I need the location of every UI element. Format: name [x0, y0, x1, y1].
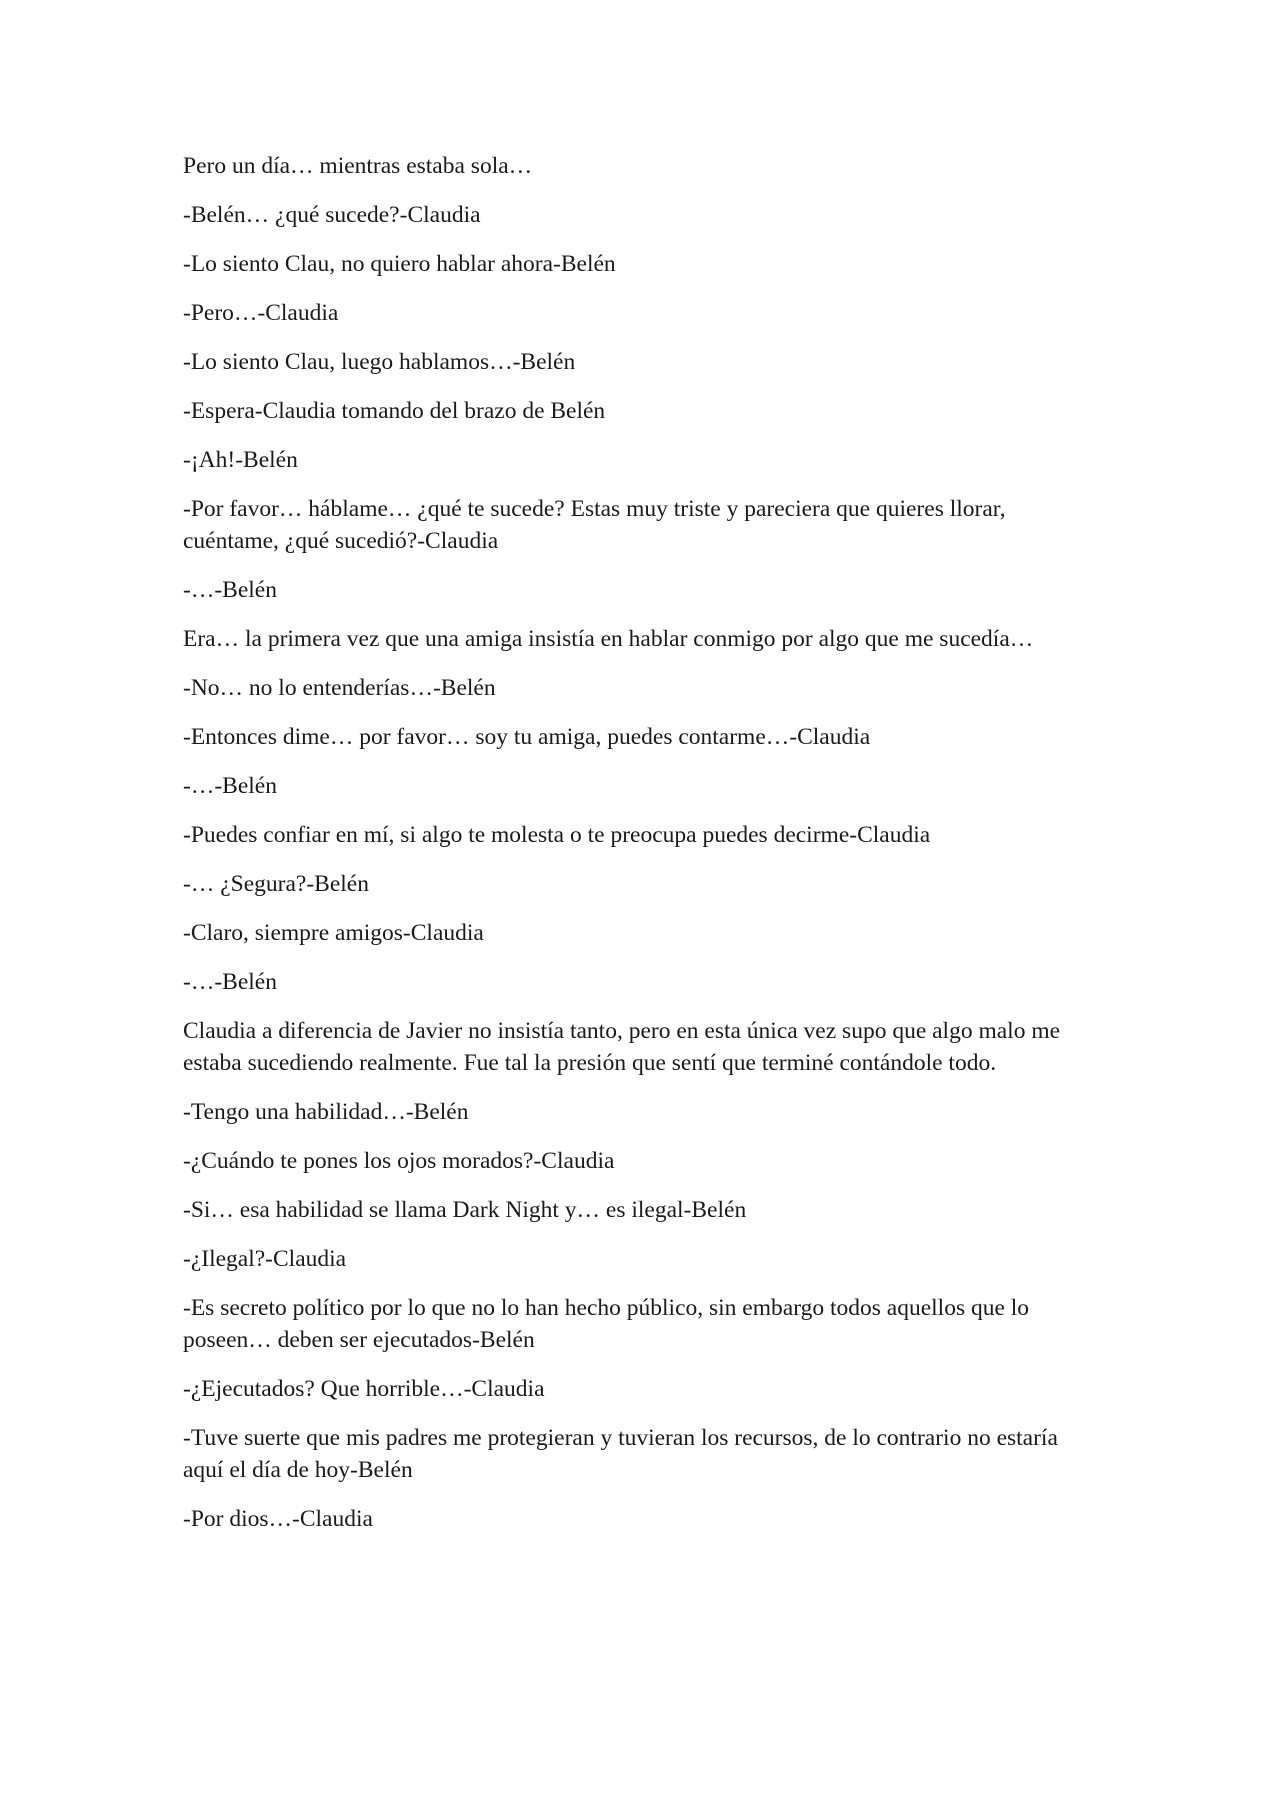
paragraph: -…-Belén [183, 969, 277, 995]
paragraph: -Tengo una habilidad…-Belén [183, 1099, 469, 1125]
paragraph: Claudia a diferencia de Javier no insistía tanto, pero en esta única vez supo que algo malo me estaba sucediendo realmente. Fue tal la presión que sentí que terminé contándole todo. [183, 1018, 1061, 1076]
paragraph: -…-Belén [183, 773, 277, 799]
paragraph: -No… no lo entenderías…-Belén [183, 675, 496, 701]
paragraph: -¿Ejecutados? Que horrible…-Claudia [183, 1376, 545, 1402]
paragraph: -Por dios…-Claudia [183, 1506, 373, 1532]
paragraph: -Espera-Claudia tomando del brazo de Belén [183, 398, 606, 424]
paragraph: -Es secreto político por lo que no lo han hecho público, sin embargo todos aquellos que lo poseen… deben ser ejecutados-Belén [183, 1295, 1030, 1353]
paragraph: -¿Ilegal?-Claudia [183, 1246, 347, 1272]
paragraph: -Claro, siempre amigos-Claudia [183, 920, 484, 946]
paragraph: -Lo siento Clau, luego hablamos…-Belén [183, 349, 576, 375]
paragraph: -Si… esa habilidad se llama Dark Night y… es ilegal-Belén [183, 1197, 747, 1223]
paragraph: -Tuve suerte que mis padres me protegieran y tuvieran los recursos, de lo contrario no estaría aquí el día de hoy-Belén [183, 1425, 1058, 1483]
paragraph: Era… la primera vez que una amiga insistía en hablar conmigo por algo que me sucedía… [183, 626, 1034, 652]
paragraph: Pero un día… mientras estaba sola… [183, 153, 533, 179]
paragraph: -Pero…-Claudia [183, 300, 339, 326]
paragraph: -Por favor… háblame… ¿qué te sucede? Estas muy triste y pareciera que quieres llorar, cuéntame, ¿qué sucedió?-Claudia [183, 496, 1006, 554]
paragraph: -¿Cuándo te pones los ojos morados?-Claudia [183, 1148, 615, 1174]
paragraph: -Lo siento Clau, no quiero hablar ahora-Belén [183, 251, 616, 277]
paragraph: -…-Belén [183, 577, 277, 603]
paragraph: -Belén… ¿qué sucede?-Claudia [183, 202, 481, 228]
paragraph: -… ¿Segura?-Belén [183, 871, 369, 897]
paragraph: -Entonces dime… por favor… soy tu amiga, puedes contarme…-Claudia [183, 724, 871, 750]
document-body [183, 150, 1093, 1552]
paragraph: -Puedes confiar en mí, si algo te molesta o te preocupa puedes decirme-Claudia [183, 822, 931, 848]
paragraph: -¡Ah!-Belén [183, 447, 298, 473]
